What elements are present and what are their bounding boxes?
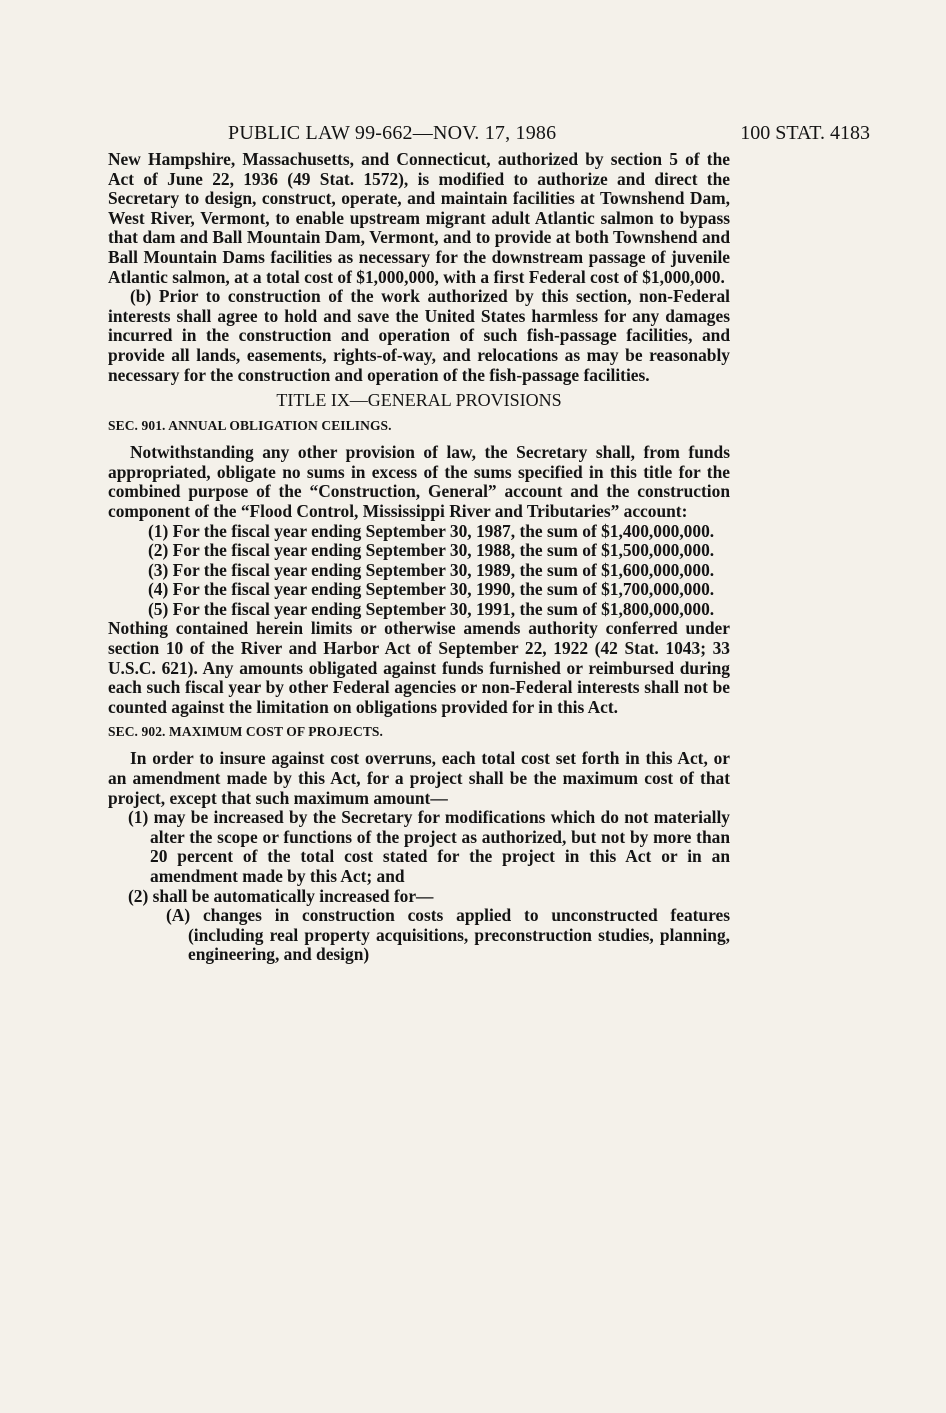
list-item: (2) For the fiscal year ending September 30, 1988, the sum of $1,500,000,000. — [148, 540, 715, 561]
section-901-heading: SEC. 901. ANNUAL OBLIGATION CEILINGS. — [108, 418, 392, 434]
list-item: (1) may be increased by the Secretary for modifications which do not materially alter the scope or functions of the project as authorized, but not by more than 20 percent of the total cost stated for the project in this Act or in an amendment made by this Act; and — [128, 807, 730, 886]
list-item: (4) For the fiscal year ending September 30, 1990, the sum of $1,700,000,000. — [148, 579, 715, 600]
section-901-tail: Nothing contained herein limits or otherwise amends authority conferred under section 10 of the River and Harbor Act of September 22, 1922 (42 Stat. 1043; 33 U.S.C. 621). Any amounts obligated against funds furnished or reimbursed during each such fiscal year by other Federal agencies or non-Federal interests shall not be counted against the limitation on obligations provided for in this Act. — [108, 618, 730, 717]
header-stat-citation: 100 STAT. 4183 — [740, 122, 870, 144]
header-title: PUBLIC LAW 99-662—NOV. 17, 1986 — [228, 122, 557, 144]
section-902-heading: SEC. 902. MAXIMUM COST OF PROJECTS. — [108, 724, 384, 740]
section-902-text: In order to insure against cost overruns, each total cost set forth in this Act, or an amendment made by this Act, for a project shall be the maximum cost of that project, except that such maximum amount— — [108, 748, 730, 808]
list-item: (2) shall be automatically increased for— — [128, 885, 434, 906]
list-item: (5) For the fiscal year ending September 30, 1991, the sum of $1,800,000,000. — [148, 598, 715, 619]
document-body — [108, 118, 870, 965]
list-item: (A) changes in construction costs applied to unconstructed features (including real property acquisitions, preconstruction studies, planning, engineering, and design) — [166, 905, 730, 965]
title-heading: TITLE IX—GENERAL PROVISIONS — [276, 390, 562, 411]
section-901-text: Notwithstanding any other provision of law, the Secretary shall, from funds appropriated, obligate no sums in excess of the sums specified in this title for the combined purpose of the “Construction, General” account and the construction component of the “Flood Control, Mississippi River and Tributaries” account: — [108, 442, 730, 521]
paragraph-b: (b) Prior to construction of the work authorized by this section, non-Federal interests shall agree to hold and save the United States harmless for any damages incurred in the construction and operation of such fish-passage facilities, and provide all lands, easements, rights-of-way, and relocations as may be reasonably necessary for the construction and operation of the fish-passage facilities. — [108, 286, 730, 385]
page-header — [108, 118, 870, 150]
list-item: (1) For the fiscal year ending September 30, 1987, the sum of $1,400,000,000. — [148, 520, 715, 541]
paragraph-continuation: New Hampshire, Massachusetts, and Connecticut, authorized by section 5 of the Act of June 22, 1936 (49 Stat. 1572), is modified to authorize and direct the Secretary to design, construct, operate, and maintain facilities at Townshend Dam, West River, Vermont, to enable upstream migrant adult Atlantic salmon to bypass that dam and Ball Mountain Dam, Vermont, and to provide at both Townshend and Ball Mountain Dams facilities as necessary for the downstream passage of juvenile Atlantic salmon, at a total cost of $1,000,000, with a first Federal cost of $1,000,000. — [108, 149, 730, 287]
list-item: (3) For the fiscal year ending September 30, 1989, the sum of $1,600,000,000. — [148, 559, 715, 580]
